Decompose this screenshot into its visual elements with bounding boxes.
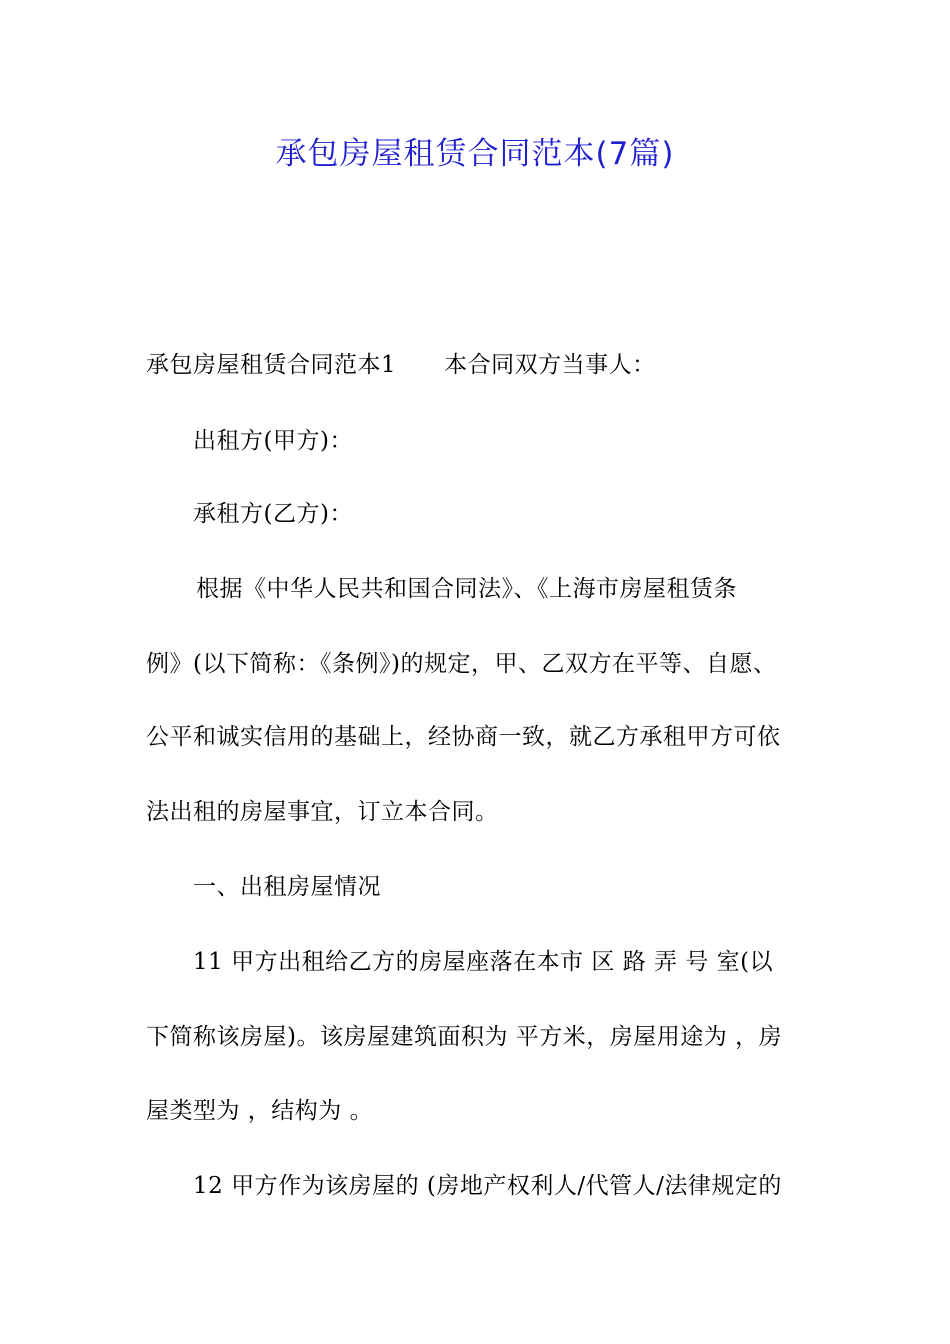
paragraph-line: 11 甲方出租给乙方的房屋座落在本市 区 路 弄 号 室(以: [193, 949, 774, 975]
contract-heading: 承包房屋租赁合同范本1: [146, 352, 397, 378]
paragraph-line: 下简称该房屋)。该房屋建筑面积为 平方米，房屋用途为 ，房: [146, 1024, 783, 1050]
paragraph-line: 例》(以下简称：《条例》)的规定，甲、乙双方在平等、自愿、: [146, 651, 777, 677]
section-heading: 一、出租房屋情况: [193, 874, 381, 900]
paragraph-line: 公平和诚实信用的基础上，经协商一致，就乙方承租甲方可依: [146, 724, 781, 750]
intro-line: [146, 346, 656, 379]
document-title: 承包房屋租赁合同范本(7篇): [275, 136, 675, 172]
paragraph-line: 根据《中华人民共和国合同法》、《上海市房屋租赁条: [196, 576, 737, 602]
parties-label: 本合同双方当事人：: [444, 352, 656, 378]
lessee-line: 承租方(乙方)：: [193, 501, 353, 527]
lessor-line: 出租方(甲方)：: [193, 428, 353, 454]
paragraph-line: 12 甲方作为该房屋的 (房地产权利人/代管人/法律规定的: [193, 1173, 782, 1199]
paragraph-line: 法出租的房屋事宜，订立本合同。: [146, 799, 499, 825]
paragraph-line: 屋类型为 ，结构为 。: [146, 1098, 374, 1124]
